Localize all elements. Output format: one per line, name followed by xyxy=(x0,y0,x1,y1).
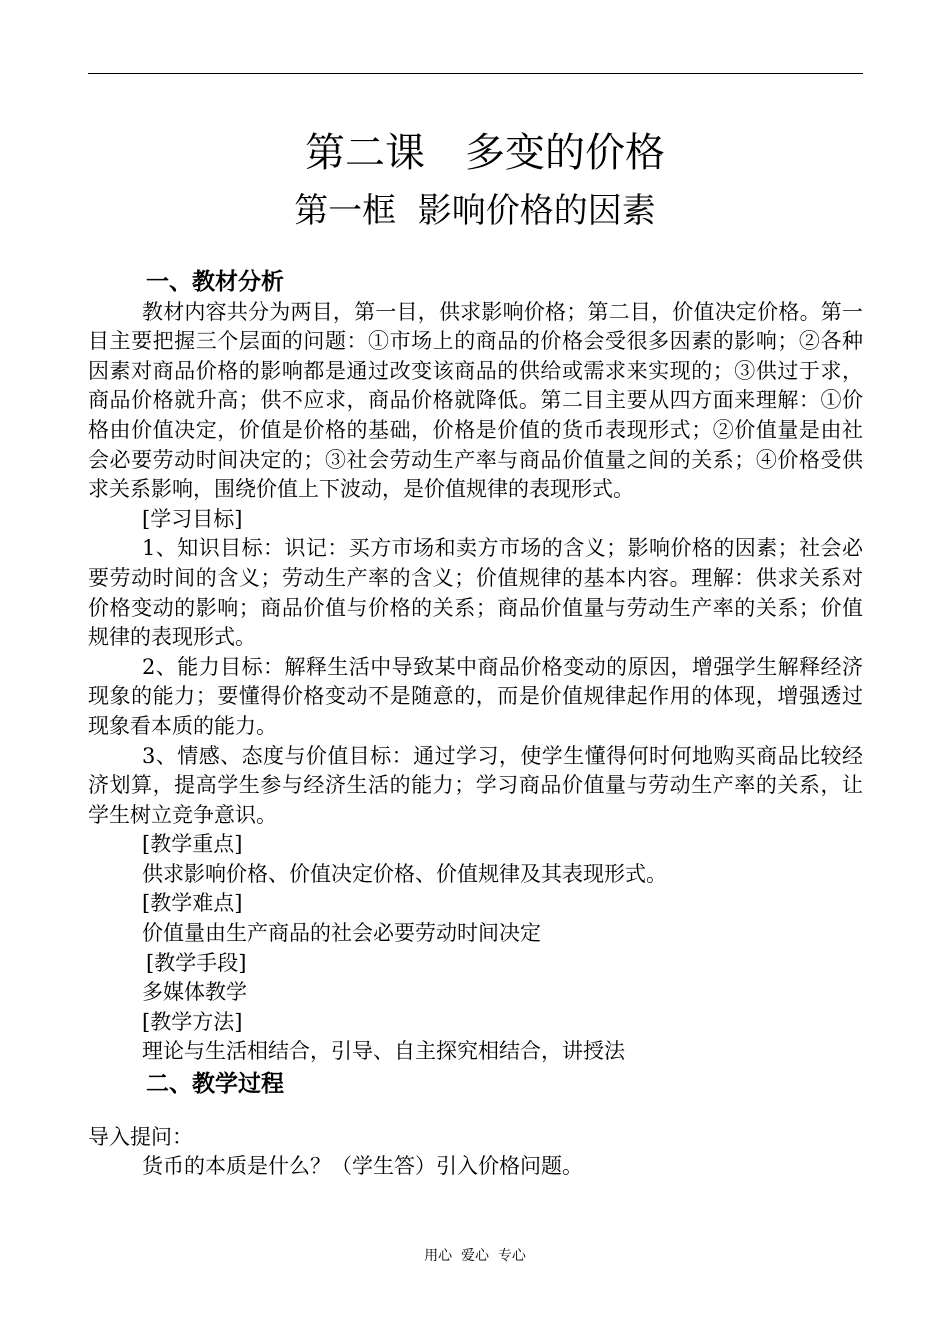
intro-label: 导入提问： xyxy=(88,1124,193,1149)
method-text: 理论与生活相结合，引导、自主探究相结合，讲授法 xyxy=(142,1039,625,1064)
lesson-subtitle: 第一框 影响价格的因素 xyxy=(294,191,656,231)
difficulty-text: 价值量由生产商品的社会必要劳动时间决定 xyxy=(142,921,541,946)
difficulty-label: [教学难点] xyxy=(142,891,243,916)
analysis-paragraph: 教材内容共分为两目，第一目，供求影响价格；第二目，价值决定价格。第一目主要把握三个层面的问题：①市场上的商品的价格会受很多因素的影响；②各种因素对商品价格的影响都是通过改变该商品的供给或需求来实现的；③供过于求，商品价格就升高；供不应求，商品价格就降低。第二目主要从四方面来理解：①价格由价值决定，价值是价格的基础，价格是价值的货币表现形式；②价值量是由社会必要劳动时间决定的；③社会劳动生产率与商品价值量之间的关系；④价格受供求关系影响，围绕价值上下波动，是价值规律的表现形式。 xyxy=(88,299,863,502)
key-points-label: [教学重点] xyxy=(142,832,243,857)
section-heading-analysis: 一、教材分析 xyxy=(146,269,284,295)
lesson-title: 第二课 多变的价格 xyxy=(305,130,665,176)
spacer xyxy=(88,1100,863,1123)
attitude-goal: 3、情感、态度与价值目标：通过学习，使学生懂得何时何地购买商品比较经济划算，提高学生参与经济生活的能力；学习商品价值量与劳动生产率的关系，让学生树立竞争意识。 xyxy=(88,743,863,827)
means-label: [教学手段] xyxy=(146,950,247,975)
section-heading-process: 二、教学过程 xyxy=(146,1071,284,1098)
goals-label: [学习目标] xyxy=(142,506,243,531)
document-body xyxy=(88,268,863,1182)
intro-question: 货币的本质是什么？（学生答）引入价格问题。 xyxy=(142,1154,583,1179)
page-footer: 用心 爱心 专心 xyxy=(424,1248,526,1264)
header-rule xyxy=(88,73,863,74)
means-text: 多媒体教学 xyxy=(142,980,247,1005)
key-points-text: 供求影响价格、价值决定价格、价值规律及其表现形式。 xyxy=(142,861,667,886)
knowledge-goal: 1、知识目标：识记：买方市场和卖方市场的含义；影响价格的因素；社会必要劳动时间的含义；劳动生产率的含义；价值规律的基本内容。理解：供求关系对价格变动的影响；商品价值与价格的关系；商品价值量与劳动生产率的关系；价值规律的表现形式。 xyxy=(88,536,863,650)
ability-goal: 2、能力目标：解释生活中导致某中商品价格变动的原因，增强学生解释经济现象的能力；要懂得价格变动不是随意的，而是价值规律起作用的体现，增强透过现象看本质的能力。 xyxy=(88,654,863,738)
method-label: [教学方法] xyxy=(142,1009,243,1034)
